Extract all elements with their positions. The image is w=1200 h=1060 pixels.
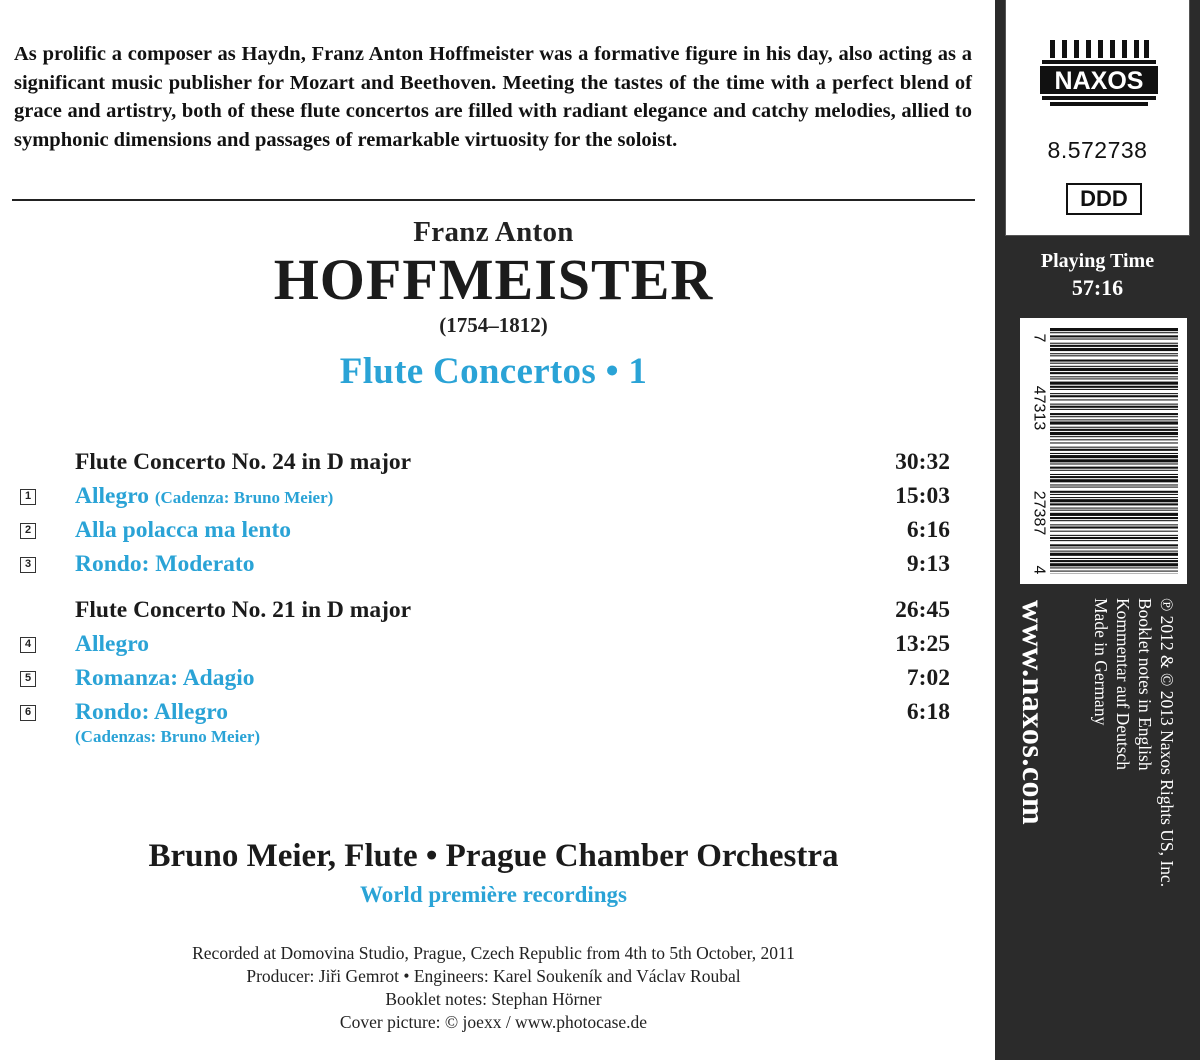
barcode-bar: [1050, 537, 1178, 539]
barcode-bar: [1050, 389, 1178, 390]
barcode-bar: [1050, 513, 1178, 516]
barcode-bar: [1050, 399, 1178, 400]
work-duration: 30:32: [895, 449, 950, 475]
barcode-bar: [1050, 386, 1178, 388]
work-header: [20, 595, 950, 629]
barcode-bar: [1050, 343, 1178, 344]
barcode-bar: [1050, 332, 1178, 333]
premiere-note: World première recordings: [359, 882, 627, 907]
barcode-bar: [1050, 563, 1178, 566]
barcode-bar: [1050, 404, 1178, 405]
booklet-language-line: Kommentar auf Deutsch: [1113, 598, 1133, 771]
barcode-bar: [1050, 393, 1178, 394]
barcode-bar: [1050, 558, 1178, 559]
barcode-bar: [1050, 571, 1178, 572]
barcode-digit-group: 27387: [1030, 490, 1047, 536]
track-number-box: 1: [20, 489, 36, 505]
playing-time-value: 57:16: [1071, 275, 1124, 300]
barcode-digits: [1028, 328, 1048, 578]
barcode-bar: [1050, 484, 1178, 485]
barcode-bar: [1050, 436, 1178, 437]
barcode-bar: [1050, 497, 1178, 498]
credit-cover: Cover picture: © joexx / www.photocase.de: [339, 1012, 648, 1032]
track-title: Romanza: Adagio: [75, 665, 255, 691]
barcode-bar: [1050, 406, 1178, 408]
barcode-bar: [1050, 449, 1178, 451]
barcode-bar: [1050, 531, 1178, 532]
track-duration: 13:25: [895, 631, 950, 657]
barcode-bar: [1050, 339, 1178, 340]
catalog-number: 8.572738: [1047, 137, 1148, 163]
album-description: As prolific a composer as Haydn, Franz Anton Hoffmeister was a formative figure in his day, also acting as a significant music publisher for Mozart and Beethoven. Meeting the tastes of the time with a perfect blend of grace and artistry, both of these flute concertos are filled with radiant elegance and catchy melodies, allied to symphonic dimensions and passages of remarkable virtuosity for the soloist.: [14, 43, 972, 151]
track-row: [20, 515, 950, 549]
barcode-bar: [1050, 544, 1178, 546]
barcode-bar: [1050, 476, 1178, 478]
barcode-bar: [1050, 439, 1178, 440]
performers: Bruno Meier, Flute • Prague Chamber Orchestra: [148, 838, 839, 874]
composer-first-names: Franz Anton: [413, 216, 574, 248]
barcode-bar: [1050, 366, 1178, 367]
barcode-digit-group: 7: [1030, 333, 1047, 343]
barcode-bar: [1050, 560, 1178, 562]
barcode-bar: [1050, 567, 1178, 568]
barcode-bar: [1050, 416, 1178, 417]
barcode-bar: [1050, 520, 1178, 521]
barcode-bar: [1050, 442, 1178, 443]
barcode-bar: [1050, 427, 1178, 428]
work-header: [20, 447, 950, 481]
barcode-bar: [1050, 524, 1178, 525]
track-row: [20, 629, 950, 663]
barcode-bar: [1050, 517, 1178, 519]
barcode-bar: [1050, 487, 1178, 488]
ddd-badge: DDD: [1066, 183, 1142, 215]
composer-last-name: HOFFMEISTER: [273, 247, 714, 312]
barcode-digit-group: 47313: [1030, 385, 1047, 431]
barcode-bar: [1050, 470, 1178, 471]
track-title: Rondo: Moderato: [75, 551, 255, 577]
barcode-bar: [1050, 378, 1178, 379]
barcode-bar: [1050, 368, 1178, 371]
barcode-bar: [1050, 421, 1178, 424]
barcode-bar: [1050, 467, 1178, 469]
barcode-bar: [1050, 409, 1178, 410]
album-title: Flute Concertos • 1: [339, 351, 648, 392]
track-row: [20, 481, 950, 515]
track-row: [20, 549, 950, 583]
tracklist: [20, 447, 950, 757]
barcode-bar: [1050, 535, 1178, 536]
barcode-bar: [1050, 363, 1178, 364]
credit-producer: Producer: Jiři Gemrot • Engineers: Karel Soukeník and Václav Roubal: [246, 966, 741, 986]
track-number-box: 5: [20, 671, 36, 687]
barcode-bar: [1050, 499, 1178, 502]
barcode-bar: [1050, 432, 1178, 435]
barcode-bar: [1050, 348, 1178, 351]
barcode-bar: [1050, 355, 1178, 356]
track-duration: 7:02: [906, 665, 950, 691]
barcode-bar: [1050, 510, 1178, 511]
cadenza-note: (Cadenzas: Bruno Meier): [75, 727, 261, 746]
barcode-digit-group: 4: [1030, 565, 1047, 575]
barcode-bar: [1050, 353, 1178, 354]
barcode-bar: [1050, 413, 1178, 415]
track-duration: 9:13: [906, 551, 950, 577]
barcode-bars: [1050, 328, 1178, 574]
track-duration: 6:16: [906, 517, 950, 543]
track-number-box: 3: [20, 557, 36, 573]
track-title: Rondo: Allegro: [75, 699, 228, 725]
barcode-bar: [1050, 508, 1178, 509]
cadenza-note-row: [20, 727, 950, 757]
barcode-bar: [1050, 474, 1178, 475]
barcode-bar: [1050, 419, 1178, 420]
divider-rule: [12, 199, 975, 201]
barcode-bar: [1050, 382, 1178, 385]
barcode-bar: [1050, 459, 1178, 462]
track-number-box: 4: [20, 637, 36, 653]
barcode-bar: [1050, 453, 1178, 454]
naxos-logo-text: NAXOS: [1054, 67, 1144, 95]
track-title: Alla polacca ma lento: [75, 517, 292, 543]
barcode-bar: [1050, 395, 1178, 397]
copyright-block: [1090, 598, 1178, 887]
barcode-bar: [1050, 553, 1178, 556]
track-title: Allegro: [75, 483, 149, 509]
barcode-bar: [1050, 335, 1178, 337]
barcode-bar: [1050, 376, 1178, 377]
barcode-bar: [1050, 447, 1178, 448]
track-number-box: 6: [20, 705, 36, 721]
playing-time-label: Playing Time: [1040, 250, 1155, 272]
barcode-bar: [1050, 360, 1178, 362]
work-title: Flute Concerto No. 24 in D major: [75, 449, 412, 475]
barcode-bar: [1050, 540, 1178, 541]
barcode-bar: [1050, 345, 1178, 347]
credit-recorded: Recorded at Domovina Studio, Prague, Czech Republic from 4th to 5th October, 2011: [192, 943, 795, 963]
naxos-logo: [1040, 40, 1158, 106]
barcode-bar: [1050, 503, 1178, 505]
copyright-line: ℗ 2012 & © 2013 Naxos Rights US, Inc.: [1157, 598, 1177, 888]
barcode-bar: [1050, 551, 1178, 552]
work-duration: 26:45: [895, 597, 950, 623]
composer-dates: (1754–1812): [439, 313, 548, 337]
track-row: [20, 697, 950, 731]
credit-booklet: Booklet notes: Stephan Hörner: [385, 989, 602, 1009]
barcode-bar: [1050, 547, 1178, 548]
track-subtitle: (Cadenza: Bruno Meier): [154, 488, 334, 507]
track-title: Allegro: [75, 631, 149, 657]
track-duration: 6:18: [906, 699, 950, 725]
website-url: www.naxos.com: [1016, 600, 1052, 826]
barcode-bar: [1050, 455, 1178, 458]
barcode-bar: [1050, 429, 1178, 431]
track-number-box: 2: [20, 523, 36, 539]
work-title: Flute Concerto No. 21 in D major: [75, 597, 412, 623]
barcode-bar: [1050, 491, 1178, 493]
barcode-bar: [1050, 372, 1178, 374]
recording-credits: [12, 942, 975, 1034]
barcode-bar: [1050, 526, 1178, 528]
barcode: [1020, 318, 1187, 584]
barcode-bar: [1050, 463, 1178, 464]
track-duration: 15:03: [895, 483, 950, 509]
track-row: [20, 663, 950, 697]
booklet-language-line: Booklet notes in English: [1135, 598, 1155, 771]
barcode-bar: [1050, 328, 1178, 331]
origin-line: Made in Germany: [1091, 598, 1111, 726]
barcode-bar: [1050, 494, 1178, 495]
barcode-bar: [1050, 479, 1178, 482]
